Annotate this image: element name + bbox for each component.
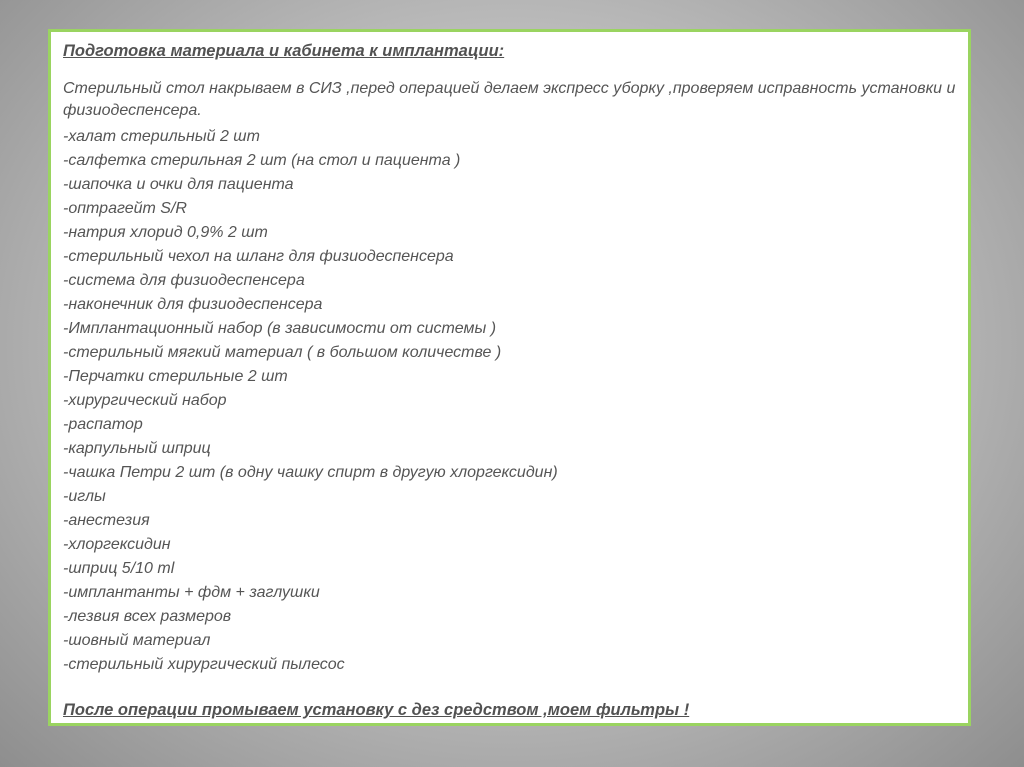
list-item: -лезвия всех размеров — [63, 608, 232, 625]
list-item: -стерильный мягкий материал ( в большом количестве ) — [63, 344, 502, 361]
list-item: -иглы — [63, 488, 106, 505]
slide-card — [48, 29, 971, 726]
list-item: -Перчатки стерильные 2 шт — [63, 368, 288, 385]
list-item: -имплантанты + фдм + заглушки — [63, 584, 320, 601]
list-item: -чашка Петри 2 шт (в одну чашку спирт в другую хлоргексидин) — [63, 464, 558, 481]
list-item: -наконечник для физиодеспенсера — [63, 296, 323, 313]
list-item: -салфетка стерильная 2 шт (на стол и пациента ) — [63, 152, 461, 169]
list-item: -Имплантационный набор (в зависимости от системы ) — [63, 320, 497, 337]
intro-paragraph: Стерильный стол накрываем в СИЗ ,перед операцией делаем экспресс уборку ,проверяем исправность установки и физиодеспенсера. — [63, 80, 956, 119]
list-item: -стерильный чехол на шланг для физиодеспенсера — [63, 248, 454, 265]
list-item: -система для физиодеспенсера — [63, 272, 305, 289]
supply-list — [63, 125, 958, 677]
list-item: -хлоргексидин — [63, 536, 171, 553]
list-item: -карпульный шприц — [63, 440, 211, 457]
list-item: -халат стерильный 2 шт — [63, 128, 260, 145]
list-item: -стерильный хирургический пылесос — [63, 656, 345, 673]
list-item: -шапочка и очки для пациента — [63, 176, 294, 193]
list-item: -натрия хлорид 0,9% 2 шт — [63, 224, 268, 241]
list-item: -шовный материал — [63, 632, 211, 649]
list-item: -анестезия — [63, 512, 150, 529]
list-item: -шприц 5/10 ml — [63, 560, 175, 577]
list-item: -оптрагейт S/R — [63, 200, 187, 217]
footer-note: После операции промываем установку с дез средством ,моем фильтры ! — [63, 701, 690, 719]
list-item: -хирургический набор — [63, 392, 227, 409]
slide-title: Подготовка материала и кабинета к имплантации: — [63, 42, 505, 60]
list-item: -распатор — [63, 416, 143, 433]
